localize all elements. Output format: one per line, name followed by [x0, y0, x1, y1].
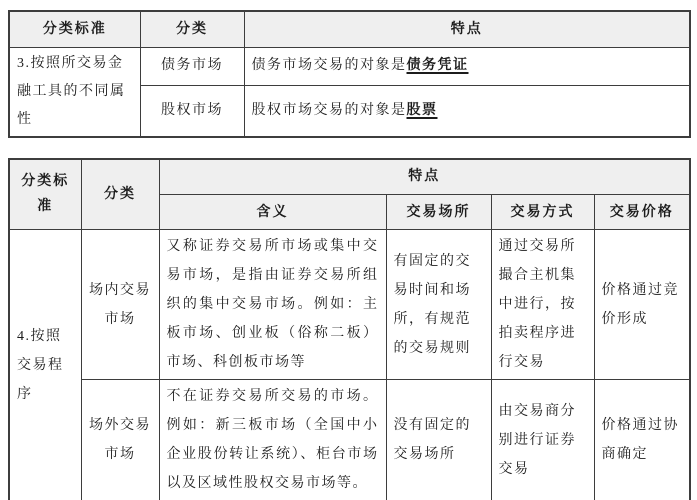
t1-feature-equity-emphasis: 股票 [406, 102, 438, 118]
t1-header-category: 分类 [140, 11, 244, 47]
table-trading-procedure [8, 158, 691, 500]
t2-meaning-exchange-market: 又称证券交易所市场或集中交易市场，是指由证券交易所组织的集中交易市场。例如：主板市场、创业板（俗称二板）市场、科创板市场等 [159, 230, 386, 380]
t2-method-exchange-market: 通过交易所撮合主机集中进行，按拍卖程序进行交易 [491, 230, 594, 380]
t1-header-row [9, 11, 690, 47]
t1-row-debt-market [9, 47, 690, 86]
t1-feature-debt-emphasis: 债务凭证 [406, 58, 469, 74]
t2-row-otc-market [9, 380, 690, 500]
t2-venue-exchange-market: 有固定的交易时间和场所，有规范的交易规则 [386, 230, 491, 380]
t2-header-meaning: 含义 [159, 195, 386, 230]
t2-meaning-otc-market: 不在证券交易所交易的市场。例如：新三板市场（全国中小企业股份转让系统）、柜台市场以及区域性股权交易市场等。 [159, 380, 386, 500]
t2-category-exchange-market: 场内交易市场 [81, 230, 159, 380]
table-instrument-attribute [8, 10, 691, 138]
t1-criterion-cell: 3.按照所交易金融工具的不同属性 [9, 47, 140, 137]
t2-row-exchange-market [9, 230, 690, 380]
t1-category-equity-market: 股权市场 [140, 86, 244, 137]
t2-method-otc-market: 由交易商分别进行证券交易 [491, 380, 594, 500]
t2-venue-otc-market: 没有固定的交易场所 [386, 380, 491, 500]
t2-price-otc-market: 价格通过协商确定 [594, 380, 690, 500]
t2-header-criterion: 分类标准 [9, 159, 81, 230]
t1-feature-equity-market [244, 86, 690, 137]
t1-feature-debt-market [244, 47, 690, 86]
t1-category-debt-market: 债务市场 [140, 47, 244, 86]
t2-header-price: 交易价格 [594, 195, 690, 230]
t2-price-exchange-market: 价格通过竞价形成 [594, 230, 690, 380]
t1-feature-debt-text: 债务市场交易的对象是 [251, 58, 407, 74]
t2-header-feature: 特点 [159, 159, 690, 195]
t1-feature-equity-text: 股权市场交易的对象是 [251, 102, 407, 118]
t2-header-method: 交易方式 [491, 195, 594, 230]
t2-header-row-1 [9, 159, 690, 195]
t2-category-otc-market: 场外交易市场 [81, 380, 159, 500]
t2-header-category: 分类 [81, 159, 159, 230]
t2-criterion-cell: 4.按照交易程序 [9, 230, 81, 500]
t1-header-criterion: 分类标准 [9, 11, 140, 47]
t1-header-feature: 特点 [244, 11, 690, 47]
t2-header-venue: 交易场所 [386, 195, 491, 230]
